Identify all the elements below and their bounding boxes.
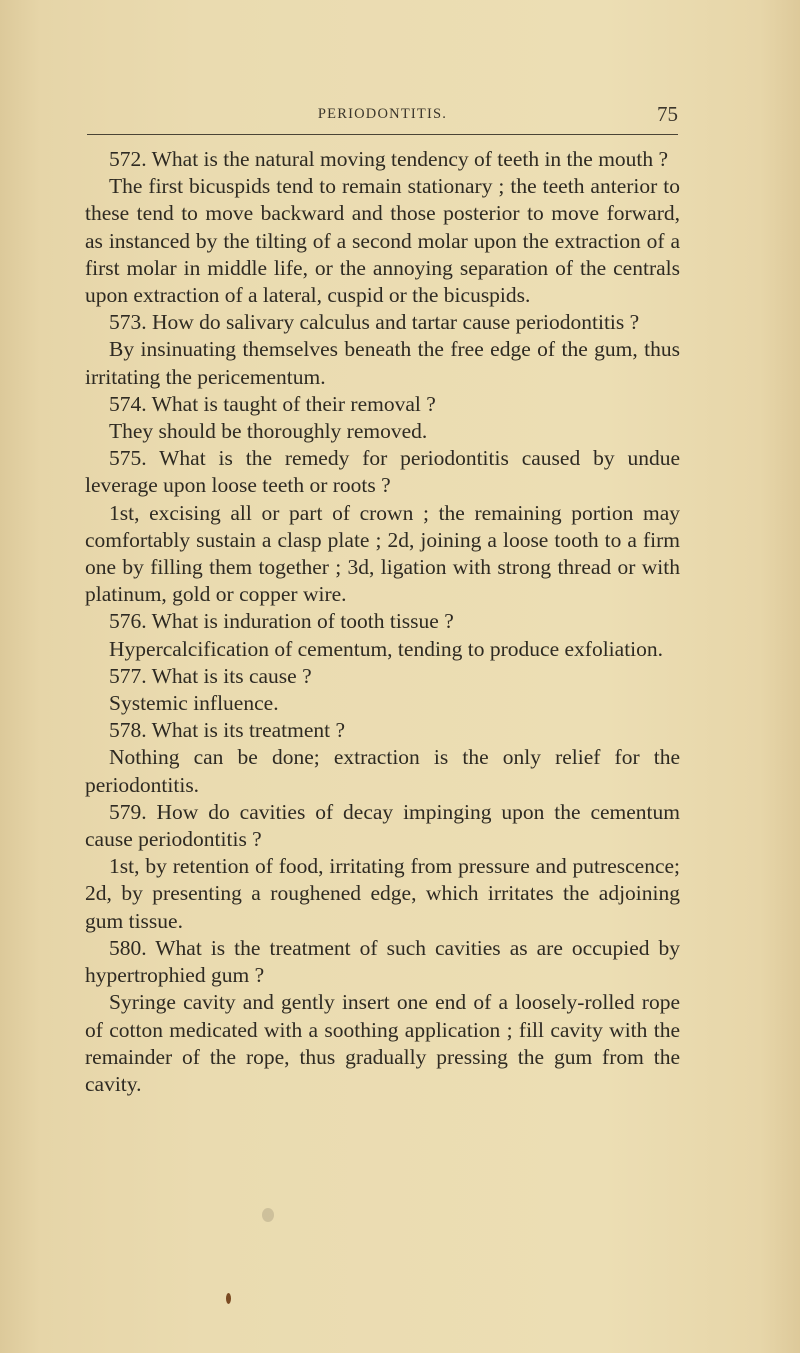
answer-578: Nothing can be done; extraction is the only relief for the periodontitis. (85, 745, 680, 797)
answer-572: The first bicuspids tend to remain stationary ; the teeth anterior to these tend to move backward and those posterior to move forward, as instanced by the tilting of a second molar upon the extraction of a first molar in middle life, or the annoying separation of the centrals upon extraction of a lateral, cuspid or the bicuspids. (85, 174, 680, 308)
question-575: 575. What is the remedy for periodontitis caused by undue leverage upon loose teeth or roots ? (85, 446, 680, 498)
paper-stain (262, 1208, 274, 1222)
question-578: 578. What is its treatment ? (109, 718, 346, 743)
paper-stain (226, 1293, 231, 1304)
question-573: 573. How do salivary calculus and tartar cause periodontitis ? (109, 310, 640, 335)
header-rule (87, 134, 678, 135)
page-number: 75 (657, 102, 678, 126)
question-579: 579. How do cavities of decay impinging upon the cementum cause periodontitis ? (85, 799, 680, 852)
answer-580: Syringe cavity and gently insert one end of a loosely-rolled rope of cotton medicated with a soothing application ; fill cavity with the remainder of the rope, thus gradually pressing the gum from the cavity. (85, 990, 680, 1096)
answer-573: By insinuating themselves beneath the free edge of the gum, thus irritating the pericementum. (85, 337, 680, 389)
answer-575: 1st, excising all or part of crown ; the remaining portion may comfortably sustain a clasp plate ; 2d, joining a loose tooth to a firm one by filling them together ; 3d, ligation with strong thread or with platinum, gold or copper wire. (85, 500, 680, 607)
answer-576: Hypercalcification of cementum, tending to produce exfoliation. (109, 636, 664, 661)
question-576: 576. What is induration of tooth tissue ? (109, 609, 454, 634)
question-580: 580. What is the treatment of such cavities as are occupied by hypertrophied gum ? (85, 935, 680, 988)
answer-577: Systemic influence. (109, 691, 279, 716)
answer-574: They should be thoroughly removed. (109, 419, 428, 444)
running-head (87, 104, 678, 128)
question-577: 577. What is its cause ? (109, 663, 312, 688)
answer-579: 1st, by retention of food, irritating from pressure and putrescence; 2d, by presenting a roughened edge, which irritates the adjoining gum tissue. (85, 854, 680, 933)
question-572: 572. What is the natural moving tendency of teeth in the mouth ? (109, 147, 669, 171)
running-title: PERIODONTITIS. (317, 106, 448, 122)
question-574: 574. What is taught of their removal ? (109, 391, 436, 416)
body-text (85, 146, 680, 1098)
